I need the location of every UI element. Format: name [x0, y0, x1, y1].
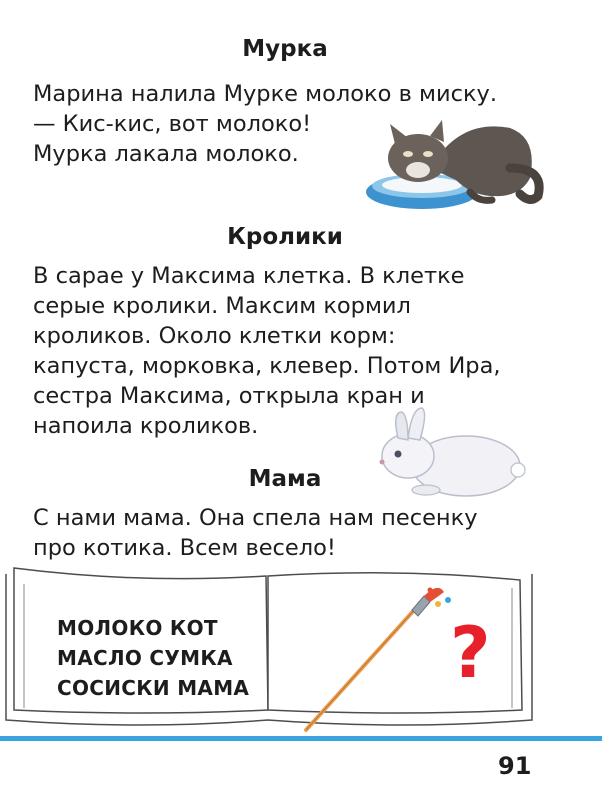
paintbrush-illustration — [298, 584, 468, 734]
story-title-mama: Мама — [248, 466, 322, 492]
story-title-murka: Мурка — [242, 36, 328, 62]
exercise-word-row: МОЛОКО КОТ — [57, 616, 218, 640]
story-line: сестра Максима, открыла кран и — [33, 383, 425, 409]
story-line: напоила кроликов. — [33, 413, 259, 439]
story-line: С нами мама. Она спела нам песенку — [33, 505, 478, 531]
page-number: 91 — [498, 752, 532, 780]
story-line: кроликов. Около клетки корм: — [33, 323, 396, 349]
exercise-word-row: СОСИСКИ МАМА — [57, 676, 250, 700]
story-line: В сарае у Максима клетка. В клетке — [33, 263, 465, 289]
exercise-word-row: МАСЛО СУМКА — [57, 646, 233, 670]
story-line: серые кролики. Максим кормил — [33, 293, 411, 319]
story-line: Мурка лакала молоко. — [33, 141, 299, 167]
story-line: Марина налила Мурке молоко в миску. — [33, 81, 498, 107]
cat-drinking-milk-illustration — [360, 108, 550, 228]
question-mark: ? — [450, 612, 491, 694]
story-line: про котика. Всем весело! — [33, 535, 336, 561]
story-line: — Кис-кис, вот молоко! — [33, 111, 312, 137]
page-bottom-line — [0, 736, 602, 741]
story-title-kroliki: Кролики — [227, 224, 343, 250]
story-line: капуста, морковка, клевер. Потом Ира, — [33, 353, 501, 379]
